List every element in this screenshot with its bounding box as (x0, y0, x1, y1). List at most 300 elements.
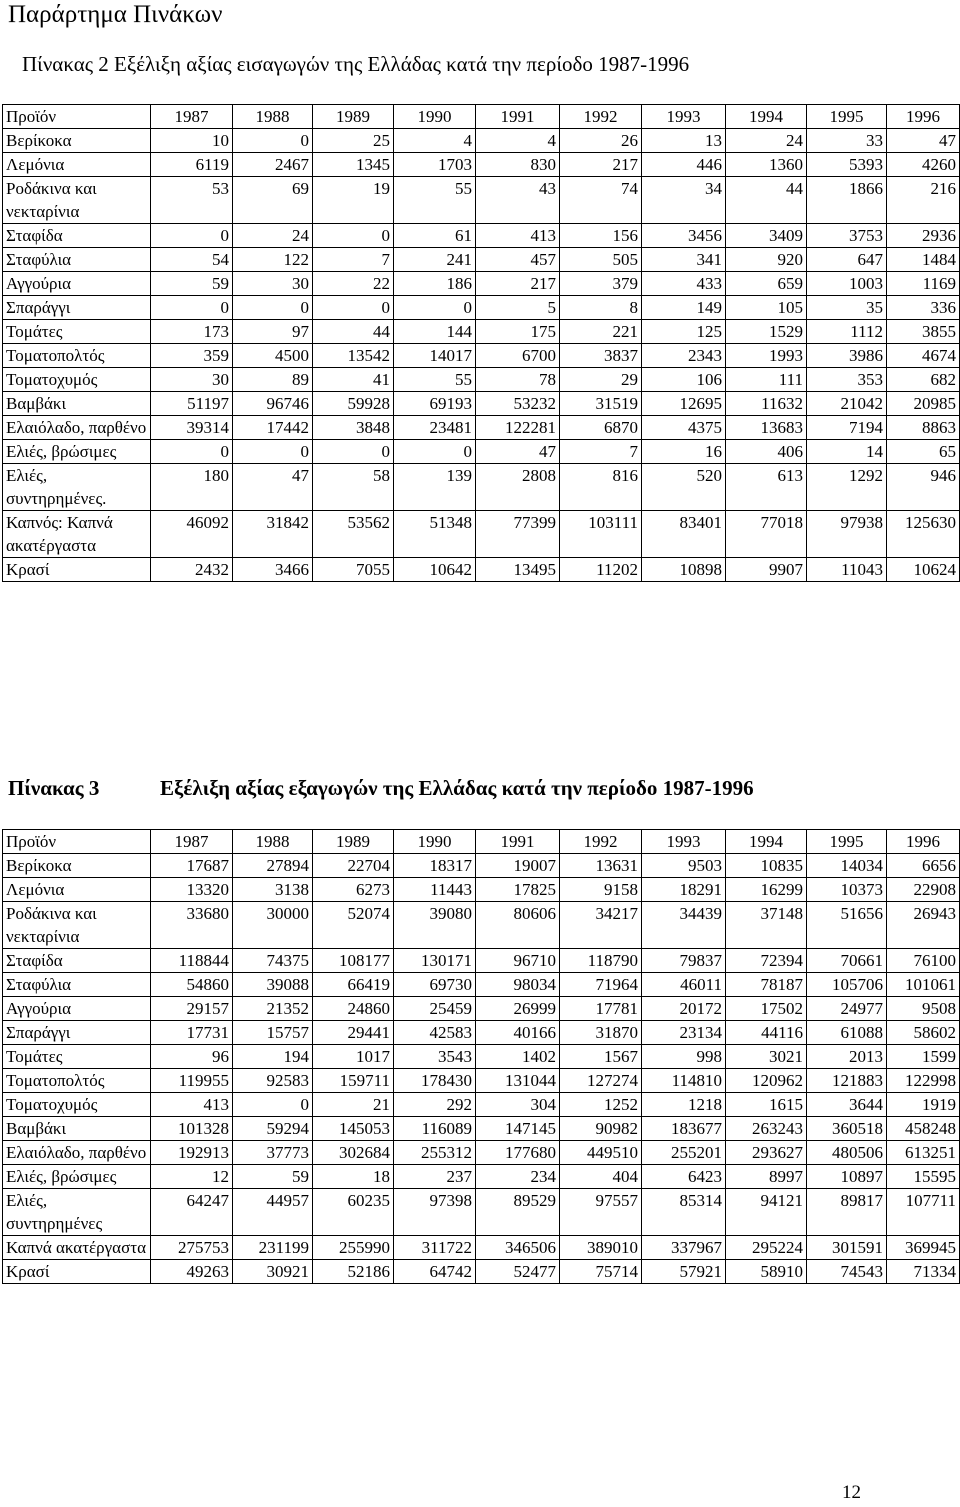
value-cell: 59928 (313, 392, 394, 416)
value-cell: 144 (394, 320, 476, 344)
value-cell: 221 (560, 320, 642, 344)
imports-table (2, 104, 960, 582)
value-cell: 2432 (151, 558, 233, 582)
value-cell: 78187 (726, 973, 807, 997)
value-cell: 40166 (476, 1021, 560, 1045)
value-cell: 22 (313, 272, 394, 296)
table-row (3, 320, 960, 344)
value-cell: 52074 (313, 902, 394, 949)
value-cell: 520 (642, 464, 726, 511)
value-cell: 118790 (560, 949, 642, 973)
column-header-product: Προϊόν (3, 830, 151, 854)
value-cell: 12695 (642, 392, 726, 416)
product-name-cell: Ελιές, συντηρημένες. (3, 464, 151, 511)
value-cell: 3986 (807, 344, 887, 368)
value-cell: 27894 (233, 854, 313, 878)
table-row (3, 344, 960, 368)
value-cell: 16299 (726, 878, 807, 902)
table-row (3, 902, 960, 949)
value-cell: 96746 (233, 392, 313, 416)
value-cell: 10 (151, 129, 233, 153)
value-cell: 39080 (394, 902, 476, 949)
value-cell: 90982 (560, 1117, 642, 1141)
product-name-cell: Τοματοπολτός (3, 1069, 151, 1093)
product-name-cell: Λεμόνια (3, 153, 151, 177)
value-cell: 19 (313, 177, 394, 224)
value-cell: 10897 (807, 1165, 887, 1189)
product-name-cell: Αγγούρια (3, 272, 151, 296)
value-cell: 613 (726, 464, 807, 511)
value-cell: 52186 (313, 1260, 394, 1284)
table-row (3, 416, 960, 440)
column-header-year: 1993 (642, 105, 726, 129)
column-header-year: 1994 (726, 105, 807, 129)
product-name-cell: Βερίκοκα (3, 854, 151, 878)
value-cell: 71334 (887, 1260, 960, 1284)
value-cell: 1703 (394, 153, 476, 177)
value-cell: 118844 (151, 949, 233, 973)
value-cell: 1599 (887, 1045, 960, 1069)
column-header-year: 1987 (151, 830, 233, 854)
value-cell: 0 (151, 296, 233, 320)
value-cell: 413 (476, 224, 560, 248)
value-cell: 18 (313, 1165, 394, 1189)
value-cell: 60235 (313, 1189, 394, 1236)
value-cell: 0 (151, 224, 233, 248)
product-name-cell: Καπνά ακατέργαστα (3, 1236, 151, 1260)
value-cell: 147145 (476, 1117, 560, 1141)
value-cell: 125630 (887, 511, 960, 558)
value-cell: 1017 (313, 1045, 394, 1069)
value-cell: 1993 (726, 344, 807, 368)
value-cell: 23134 (642, 1021, 726, 1045)
table3-caption-title: Εξέλιξη αξίας εξαγωγών της Ελλάδας κατά την περίοδο 1987-1996 (160, 776, 754, 800)
table-row (3, 949, 960, 973)
table-row (3, 854, 960, 878)
value-cell: 122998 (887, 1069, 960, 1093)
value-cell: 13631 (560, 854, 642, 878)
value-cell: 406 (726, 440, 807, 464)
value-cell: 15595 (887, 1165, 960, 1189)
value-cell: 413 (151, 1093, 233, 1117)
table-row (3, 1236, 960, 1260)
value-cell: 0 (313, 440, 394, 464)
value-cell: 64742 (394, 1260, 476, 1284)
value-cell: 1169 (887, 272, 960, 296)
table-row (3, 511, 960, 558)
value-cell: 53232 (476, 392, 560, 416)
table-row (3, 1189, 960, 1236)
value-cell: 4 (476, 129, 560, 153)
value-cell: 122 (233, 248, 313, 272)
value-cell: 5 (476, 296, 560, 320)
value-cell: 58 (313, 464, 394, 511)
value-cell: 180 (151, 464, 233, 511)
value-cell: 74375 (233, 949, 313, 973)
value-cell: 998 (642, 1045, 726, 1069)
value-cell: 0 (233, 129, 313, 153)
value-cell: 97557 (560, 1189, 642, 1236)
value-cell: 69 (233, 177, 313, 224)
value-cell: 122281 (476, 416, 560, 440)
value-cell: 1402 (476, 1045, 560, 1069)
value-cell: 55 (394, 177, 476, 224)
value-cell: 31519 (560, 392, 642, 416)
value-cell: 44 (313, 320, 394, 344)
value-cell: 121883 (807, 1069, 887, 1093)
value-cell: 0 (233, 1093, 313, 1117)
column-header-year: 1988 (233, 830, 313, 854)
value-cell: 31842 (233, 511, 313, 558)
value-cell: 613251 (887, 1141, 960, 1165)
value-cell: 20172 (642, 997, 726, 1021)
product-name-cell: Βαμβάκι (3, 392, 151, 416)
value-cell: 96 (151, 1045, 233, 1069)
value-cell: 3848 (313, 416, 394, 440)
value-cell: 58910 (726, 1260, 807, 1284)
value-cell: 7194 (807, 416, 887, 440)
value-cell: 94121 (726, 1189, 807, 1236)
value-cell: 3021 (726, 1045, 807, 1069)
value-cell: 255990 (313, 1236, 394, 1260)
value-cell: 1252 (560, 1093, 642, 1117)
table-row (3, 440, 960, 464)
value-cell: 369945 (887, 1236, 960, 1260)
value-cell: 156 (560, 224, 642, 248)
product-name-cell: Τοματοπολτός (3, 344, 151, 368)
value-cell: 101061 (887, 973, 960, 997)
value-cell: 24977 (807, 997, 887, 1021)
value-cell: 79837 (642, 949, 726, 973)
value-cell: 9158 (560, 878, 642, 902)
value-cell: 11443 (394, 878, 476, 902)
value-cell: 103111 (560, 511, 642, 558)
value-cell: 13495 (476, 558, 560, 582)
value-cell: 0 (313, 296, 394, 320)
value-cell: 108177 (313, 949, 394, 973)
value-cell: 105706 (807, 973, 887, 997)
value-cell: 5393 (807, 153, 887, 177)
exports-table (2, 829, 960, 1284)
value-cell: 183677 (642, 1117, 726, 1141)
value-cell: 1292 (807, 464, 887, 511)
value-cell: 292 (394, 1093, 476, 1117)
value-cell: 0 (151, 440, 233, 464)
product-name-cell: Σταφύλια (3, 248, 151, 272)
value-cell: 175 (476, 320, 560, 344)
value-cell: 7 (560, 440, 642, 464)
table-row (3, 177, 960, 224)
value-cell: 29441 (313, 1021, 394, 1045)
table-row (3, 1260, 960, 1284)
value-cell: 13 (642, 129, 726, 153)
value-cell: 446 (642, 153, 726, 177)
value-cell: 64247 (151, 1189, 233, 1236)
value-cell: 149 (642, 296, 726, 320)
value-cell: 12 (151, 1165, 233, 1189)
column-header-year: 1995 (807, 105, 887, 129)
value-cell: 295224 (726, 1236, 807, 1260)
value-cell: 18317 (394, 854, 476, 878)
value-cell: 0 (233, 440, 313, 464)
value-cell: 37773 (233, 1141, 313, 1165)
value-cell: 39314 (151, 416, 233, 440)
table-row (3, 1165, 960, 1189)
value-cell: 2343 (642, 344, 726, 368)
value-cell: 125 (642, 320, 726, 344)
column-header-year: 1991 (476, 105, 560, 129)
value-cell: 11632 (726, 392, 807, 416)
product-name-cell: Κρασί (3, 558, 151, 582)
value-cell: 4260 (887, 153, 960, 177)
column-header-year: 1990 (394, 830, 476, 854)
value-cell: 127274 (560, 1069, 642, 1093)
column-header-year: 1992 (560, 830, 642, 854)
value-cell: 2013 (807, 1045, 887, 1069)
value-cell: 234 (476, 1165, 560, 1189)
value-cell: 216 (887, 177, 960, 224)
value-cell: 30 (151, 368, 233, 392)
value-cell: 83401 (642, 511, 726, 558)
value-cell: 26999 (476, 997, 560, 1021)
value-cell: 263243 (726, 1117, 807, 1141)
value-cell: 74 (560, 177, 642, 224)
value-cell: 20985 (887, 392, 960, 416)
value-cell: 116089 (394, 1117, 476, 1141)
product-name-cell: Τοματοχυμός (3, 368, 151, 392)
value-cell: 24 (233, 224, 313, 248)
product-name-cell: Σταφίδα (3, 949, 151, 973)
value-cell: 42583 (394, 1021, 476, 1045)
value-cell: 4 (394, 129, 476, 153)
value-cell: 30921 (233, 1260, 313, 1284)
value-cell: 360518 (807, 1117, 887, 1141)
value-cell: 359 (151, 344, 233, 368)
value-cell: 1112 (807, 320, 887, 344)
value-cell: 1484 (887, 248, 960, 272)
value-cell: 2467 (233, 153, 313, 177)
value-cell: 231199 (233, 1236, 313, 1260)
value-cell: 7055 (313, 558, 394, 582)
value-cell: 69730 (394, 973, 476, 997)
table-row (3, 129, 960, 153)
table-row (3, 1117, 960, 1141)
product-name-cell: Τομάτες (3, 1045, 151, 1069)
value-cell: 10898 (642, 558, 726, 582)
value-cell: 217 (476, 272, 560, 296)
value-cell: 14034 (807, 854, 887, 878)
value-cell: 72394 (726, 949, 807, 973)
value-cell: 14 (807, 440, 887, 464)
page-number: 12 (842, 1482, 861, 1503)
value-cell: 8863 (887, 416, 960, 440)
table3-caption-label: Πίνακας 3 (8, 776, 100, 800)
product-name-cell: Ροδάκινα και νεκταρίνια (3, 177, 151, 224)
value-cell: 9508 (887, 997, 960, 1021)
value-cell: 1529 (726, 320, 807, 344)
value-cell: 311722 (394, 1236, 476, 1260)
column-header-year: 1988 (233, 105, 313, 129)
value-cell: 178430 (394, 1069, 476, 1093)
value-cell: 46092 (151, 511, 233, 558)
value-cell: 61088 (807, 1021, 887, 1045)
product-name-cell: Βαμβάκι (3, 1117, 151, 1141)
value-cell: 389010 (560, 1236, 642, 1260)
value-cell: 10373 (807, 878, 887, 902)
value-cell: 255201 (642, 1141, 726, 1165)
value-cell: 9907 (726, 558, 807, 582)
value-cell: 23481 (394, 416, 476, 440)
value-cell: 69193 (394, 392, 476, 416)
value-cell: 1218 (642, 1093, 726, 1117)
value-cell: 17781 (560, 997, 642, 1021)
value-cell: 98034 (476, 973, 560, 997)
value-cell: 3837 (560, 344, 642, 368)
table-row (3, 464, 960, 511)
value-cell: 659 (726, 272, 807, 296)
value-cell: 682 (887, 368, 960, 392)
value-cell: 341 (642, 248, 726, 272)
table-row (3, 1093, 960, 1117)
value-cell: 6870 (560, 416, 642, 440)
value-cell: 61 (394, 224, 476, 248)
table-row (3, 272, 960, 296)
value-cell: 302684 (313, 1141, 394, 1165)
value-cell: 46011 (642, 973, 726, 997)
value-cell: 22908 (887, 878, 960, 902)
value-cell: 85314 (642, 1189, 726, 1236)
table-row (3, 368, 960, 392)
value-cell: 17731 (151, 1021, 233, 1045)
value-cell: 337967 (642, 1236, 726, 1260)
table-row (3, 997, 960, 1021)
value-cell: 89817 (807, 1189, 887, 1236)
value-cell: 77399 (476, 511, 560, 558)
table2-caption: Πίνακας 2 Εξέλιξη αξίας εισαγωγών της Ελλάδας κατά την περίοδο 1987-1996 (22, 52, 690, 76)
value-cell: 24 (726, 129, 807, 153)
value-cell: 80606 (476, 902, 560, 949)
value-cell: 404 (560, 1165, 642, 1189)
value-cell: 51656 (807, 902, 887, 949)
table-row (3, 224, 960, 248)
value-cell: 52477 (476, 1260, 560, 1284)
value-cell: 47 (233, 464, 313, 511)
value-cell: 241 (394, 248, 476, 272)
value-cell: 19007 (476, 854, 560, 878)
value-cell: 111 (726, 368, 807, 392)
value-cell: 145053 (313, 1117, 394, 1141)
value-cell: 89 (233, 368, 313, 392)
value-cell: 301591 (807, 1236, 887, 1260)
column-header-year: 1995 (807, 830, 887, 854)
value-cell: 304 (476, 1093, 560, 1117)
value-cell: 43 (476, 177, 560, 224)
value-cell: 21352 (233, 997, 313, 1021)
value-cell: 6700 (476, 344, 560, 368)
product-name-cell: Ελιές, βρώσιμες (3, 1165, 151, 1189)
value-cell: 346506 (476, 1236, 560, 1260)
table-row (3, 558, 960, 582)
value-cell: 41 (313, 368, 394, 392)
table-row (3, 392, 960, 416)
value-cell: 97938 (807, 511, 887, 558)
value-cell: 119955 (151, 1069, 233, 1093)
value-cell: 480506 (807, 1141, 887, 1165)
value-cell: 89529 (476, 1189, 560, 1236)
value-cell: 25 (313, 129, 394, 153)
value-cell: 3753 (807, 224, 887, 248)
value-cell: 44957 (233, 1189, 313, 1236)
value-cell: 3543 (394, 1045, 476, 1069)
value-cell: 44116 (726, 1021, 807, 1045)
value-cell: 1567 (560, 1045, 642, 1069)
value-cell: 7 (313, 248, 394, 272)
value-cell: 49263 (151, 1260, 233, 1284)
value-cell: 3409 (726, 224, 807, 248)
value-cell: 22704 (313, 854, 394, 878)
value-cell: 13542 (313, 344, 394, 368)
product-name-cell: Ελαιόλαδο, παρθένο (3, 416, 151, 440)
value-cell: 57921 (642, 1260, 726, 1284)
value-cell: 275753 (151, 1236, 233, 1260)
value-cell: 9503 (642, 854, 726, 878)
value-cell: 194 (233, 1045, 313, 1069)
value-cell: 173 (151, 320, 233, 344)
value-cell: 21042 (807, 392, 887, 416)
value-cell: 18291 (642, 878, 726, 902)
value-cell: 946 (887, 464, 960, 511)
value-cell: 10624 (887, 558, 960, 582)
value-cell: 54860 (151, 973, 233, 997)
column-header-year: 1996 (887, 830, 960, 854)
value-cell: 6273 (313, 878, 394, 902)
column-header-year: 1987 (151, 105, 233, 129)
value-cell: 13320 (151, 878, 233, 902)
value-cell: 34217 (560, 902, 642, 949)
value-cell: 55 (394, 368, 476, 392)
value-cell: 105 (726, 296, 807, 320)
value-cell: 92583 (233, 1069, 313, 1093)
table-row (3, 1045, 960, 1069)
table-row (3, 1141, 960, 1165)
table-row (3, 878, 960, 902)
value-cell: 78 (476, 368, 560, 392)
table-row (3, 1069, 960, 1093)
value-cell: 17442 (233, 416, 313, 440)
value-cell: 47 (476, 440, 560, 464)
column-header-product: Προϊόν (3, 105, 151, 129)
product-name-cell: Σταφίδα (3, 224, 151, 248)
value-cell: 11202 (560, 558, 642, 582)
value-cell: 10642 (394, 558, 476, 582)
value-cell: 4375 (642, 416, 726, 440)
value-cell: 816 (560, 464, 642, 511)
value-cell: 3466 (233, 558, 313, 582)
value-cell: 75714 (560, 1260, 642, 1284)
value-cell: 17687 (151, 854, 233, 878)
value-cell: 830 (476, 153, 560, 177)
value-cell: 433 (642, 272, 726, 296)
value-cell: 4500 (233, 344, 313, 368)
value-cell: 130171 (394, 949, 476, 973)
value-cell: 29157 (151, 997, 233, 1021)
value-cell: 1615 (726, 1093, 807, 1117)
value-cell: 6423 (642, 1165, 726, 1189)
table-row (3, 296, 960, 320)
value-cell: 37148 (726, 902, 807, 949)
value-cell: 186 (394, 272, 476, 296)
value-cell: 65 (887, 440, 960, 464)
